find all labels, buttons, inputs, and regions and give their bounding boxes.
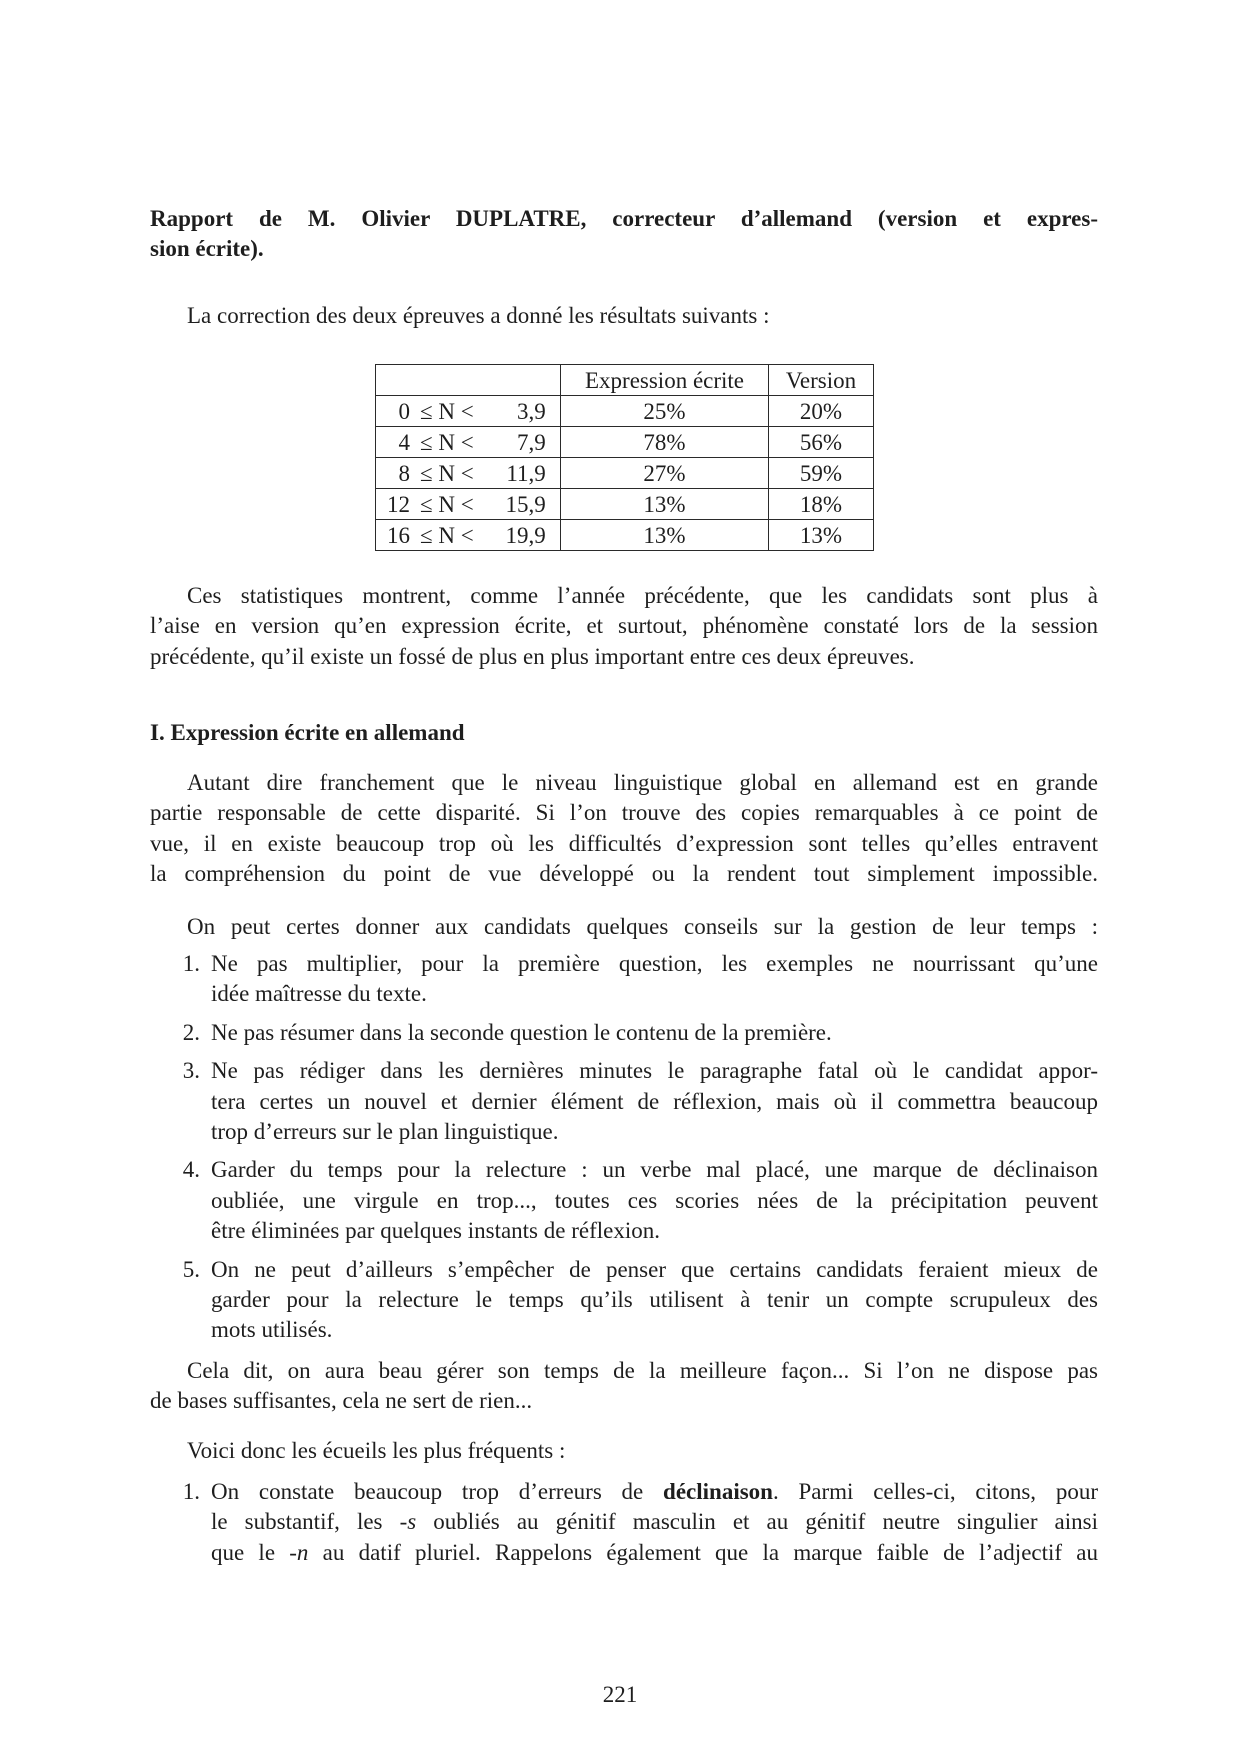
expression-cell: 27% xyxy=(561,458,769,489)
version-cell: 56% xyxy=(769,427,874,458)
ending-suffix: -s xyxy=(399,1509,417,1535)
range-lower: 8 xyxy=(398,460,410,486)
list-item-line: Ne pas multiplier, pour la première question, les exemples ne nourrissant qu’une xyxy=(211,951,1098,976)
list-number: 3. xyxy=(182,1058,200,1084)
table-row xyxy=(376,458,874,489)
range-upper: 7,9 xyxy=(516,429,546,455)
list-number: 1. xyxy=(182,1479,200,1504)
advice-list xyxy=(150,949,1098,1354)
expression-cell: 25% xyxy=(561,396,769,427)
results-table xyxy=(375,364,874,551)
paragraph-line: précédente, qu’il existe un fossé de plus en plus important entre ces deux épreuves. xyxy=(150,643,915,669)
version-cell: 59% xyxy=(769,458,874,489)
list-item-line: Ne pas rédiger dans les dernières minutes le paragraphe fatal où le candidat appor- xyxy=(211,1058,1098,1084)
list-item-line xyxy=(211,1477,1098,1507)
list-item-line: On ne peut d’ailleurs s’empêcher de penser que certains candidats feraient mieux de xyxy=(211,1256,1098,1282)
report-title-line: sion écrite). xyxy=(150,236,264,262)
paragraph-line: Cela dit, on aura beau gérer son temps de la meilleure façon... Si l’on ne dispose pas xyxy=(187,1358,1098,1383)
line-text: On constate beaucoup trop d’erreurs de xyxy=(211,1479,664,1504)
paragraph-line: de bases suffisantes, cela ne sert de rien... xyxy=(150,1388,533,1414)
level-paragraph xyxy=(150,768,1098,890)
page-number: 221 xyxy=(602,1682,638,1707)
list-item-line: Ne pas résumer dans la seconde question le contenu de la première. xyxy=(211,1019,832,1045)
range-upper: 11,9 xyxy=(506,460,546,486)
list-item xyxy=(150,1477,1098,1568)
line-text: que le xyxy=(211,1539,290,1565)
range-relation: ≤ N < xyxy=(420,522,474,548)
table-row xyxy=(376,396,874,427)
list-item-line: garder pour la relecture le temps qu’ils utilisent à tenir un compte scrupuleux des xyxy=(211,1287,1098,1313)
table-header-expression: Expression écrite xyxy=(561,365,769,396)
range-relation: ≤ N < xyxy=(420,460,474,486)
advice-intro: On peut certes donner aux candidats quelques conseils sur la gestion de leur temps : xyxy=(187,914,1098,939)
list-item-line: être éliminées par quelques instants de réflexion. xyxy=(211,1218,660,1244)
line-text: au datif pluriel. Rappelons également que la marque faible de l’adjectif au xyxy=(308,1539,1098,1565)
line-text: oubliés au génitif masculin et au génitif neutre singulier ainsi xyxy=(416,1509,1098,1535)
list-item-line: Garder du temps pour la relecture : un verbe mal placé, une marque de déclinaison xyxy=(211,1157,1098,1183)
line-text: . Parmi celles-ci, citons, pour xyxy=(772,1479,1098,1504)
pitfalls-list xyxy=(150,1477,1098,1576)
table-header-range xyxy=(376,365,561,396)
list-item-line xyxy=(211,1538,1098,1568)
range-upper: 19,9 xyxy=(505,522,546,548)
list-item xyxy=(150,949,1098,1010)
paragraph-line: partie responsable de cette disparité. Si l’on trouve des copies remarquables à ce point de xyxy=(150,800,1098,826)
list-item xyxy=(150,1018,1098,1048)
list-item-line: tera certes un nouvel et dernier élément de réflexion, mais où il commettra beaucoup xyxy=(211,1088,1098,1114)
expression-cell: 78% xyxy=(561,427,769,458)
range-cell xyxy=(376,520,561,551)
list-item-line xyxy=(211,1507,1098,1537)
range-upper: 15,9 xyxy=(505,491,546,517)
section-heading: I. Expression écrite en allemand xyxy=(150,720,465,745)
report-title xyxy=(150,204,1098,265)
range-cell xyxy=(376,489,561,520)
range-relation: ≤ N < xyxy=(420,491,474,517)
paragraph-line: la compréhension du point de vue développé ou la rendent tout simplement impossible. xyxy=(150,861,1098,887)
key-term: déclinaison xyxy=(663,1479,773,1504)
list-item xyxy=(150,1056,1098,1147)
range-cell xyxy=(376,427,561,458)
line-text: le substantif, les xyxy=(211,1509,400,1535)
range-lower: 12 xyxy=(387,491,410,517)
version-cell: 20% xyxy=(769,396,874,427)
list-number: 5. xyxy=(182,1256,200,1282)
paragraph-line: l’aise en version qu’en expression écrite, et surtout, phénomène constaté lors de la session xyxy=(150,613,1098,639)
ending-suffix: -n xyxy=(289,1539,309,1565)
list-item-line: mots utilisés. xyxy=(211,1317,333,1343)
statistics-paragraph xyxy=(150,581,1098,672)
range-lower: 16 xyxy=(387,522,410,548)
expression-cell: 13% xyxy=(561,489,769,520)
paragraph-line: vue, il en existe beaucoup trop où les difficultés d’expression sont telles qu’elles entravent xyxy=(150,830,1098,856)
range-cell xyxy=(376,396,561,427)
version-cell: 18% xyxy=(769,489,874,520)
range-upper: 3,9 xyxy=(516,398,546,424)
range-relation: ≤ N < xyxy=(420,398,474,424)
list-number: 1. xyxy=(182,951,200,976)
caveat-paragraph xyxy=(150,1356,1098,1417)
pitfalls-intro: Voici donc les écueils les plus fréquents : xyxy=(187,1438,566,1463)
range-relation: ≤ N < xyxy=(420,429,474,455)
range-lower: 0 xyxy=(398,398,410,424)
table-row xyxy=(376,489,874,520)
table-row xyxy=(376,427,874,458)
list-number: 2. xyxy=(182,1019,200,1045)
table-header-row xyxy=(376,365,874,396)
list-item xyxy=(150,1255,1098,1346)
report-title-line: Rapport de M. Olivier DUPLATRE, correcteur d’allemand (version et expres- xyxy=(150,206,1098,231)
intro-sentence: La correction des deux épreuves a donné les résultats suivants : xyxy=(187,303,770,328)
list-item-line: oubliée, une virgule en trop..., toutes ces scories nées de la précipitation peuvent xyxy=(211,1187,1098,1213)
expression-cell: 13% xyxy=(561,520,769,551)
range-cell xyxy=(376,458,561,489)
paragraph-line: Autant dire franchement que le niveau linguistique global en allemand est en grande xyxy=(187,770,1098,795)
paragraph-line: Ces statistiques montrent, comme l’année précédente, que les candidats sont plus à xyxy=(187,583,1098,608)
range-lower: 4 xyxy=(398,429,410,455)
version-cell: 13% xyxy=(769,520,874,551)
table-row xyxy=(376,520,874,551)
list-item-line: idée maîtresse du texte. xyxy=(211,981,427,1007)
table-header-version: Version xyxy=(769,365,874,396)
list-item-line: trop d’erreurs sur le plan linguistique. xyxy=(211,1119,559,1145)
list-number: 4. xyxy=(182,1157,200,1183)
list-item xyxy=(150,1155,1098,1246)
